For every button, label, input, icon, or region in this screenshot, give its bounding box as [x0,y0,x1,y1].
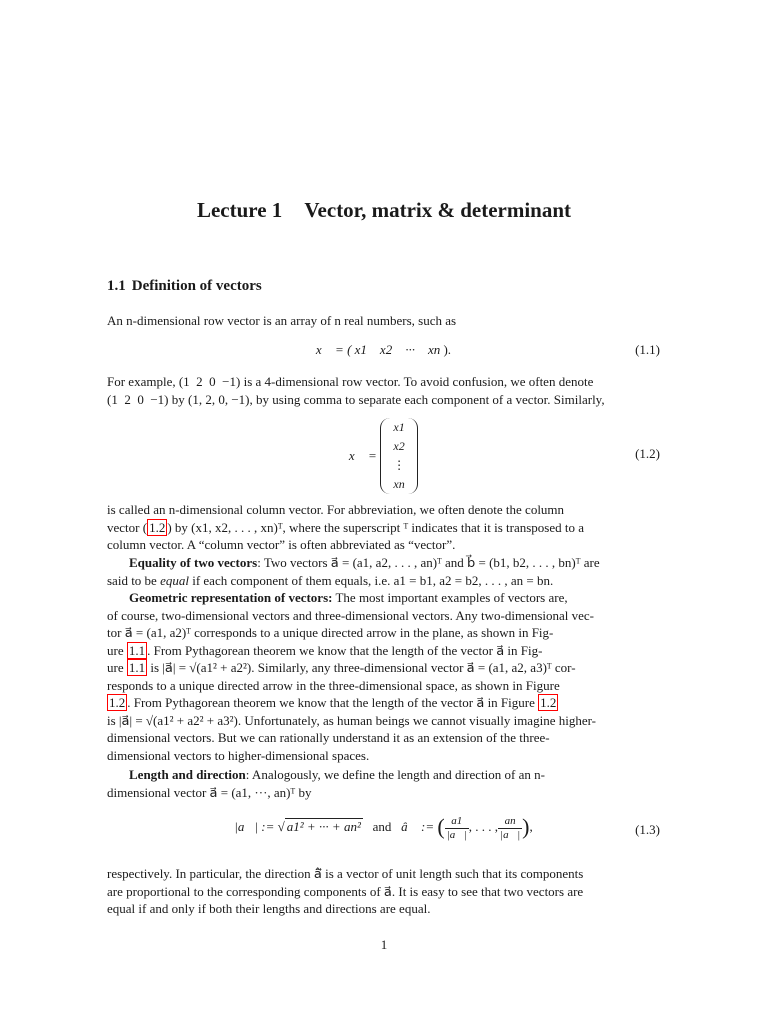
text-line: responds to a unique directed arrow in the three-dimensional space, as shown in Figure [107,677,560,693]
equation-lhs: |a⃗| := [234,819,278,834]
text-line: of course, two-dimensional vectors and three-dimensional vectors. Any two-dimensional vec- [107,607,595,623]
section-title: Definition of vectors [131,278,262,294]
text-line: respectively. In particular, the direction â⃗ is a vector of unit length such that its components [107,866,584,881]
equation-1-2 [107,418,660,490]
row-vector-entries: x1 x2 ··· xn [354,342,441,357]
paragraph-geometric [107,589,660,764]
text-fragment: by (x1, x2, . . . , xn)ᵀ, where the superscript ᵀ indicates that it is transposed to a [174,519,585,535]
text-line [107,589,660,607]
text-fragment: ure [107,660,124,675]
paragraph-equality [107,554,660,589]
text-line: vector ( 1.2 ) by (x1, x2, . . . , xn)ᵀ, where the superscript ᵀ indicates that it is transposed to a [107,519,585,535]
text-line: are proportional to the corresponding components of a⃗. It is easy to see that two vectors are [107,883,584,899]
text-fragment: ure [107,642,124,658]
equation-number: (1.2) [635,446,660,461]
text-fragment: if each component of them equals, i.e. a1 = b1, a2 = b2, . . . , an = bn. [192,572,554,588]
ellipsis: , . . . , [468,819,499,834]
comma: , [529,819,533,834]
text-line [107,572,660,590]
numerator: a1 [445,815,469,829]
text-line [107,659,660,677]
text-line: (1 2 0 −1) by (1, 2, 0, −1), by using comma to separate each component of a vector. Similarly, [107,391,605,407]
text-fragment: is |a⃗| = √(a1² + a2²). Similarly, any three-dimensional vector a⃗ = (a1, a2, a3)ᵀ cor- [150,660,576,675]
bold-term: Equality of two vectors [129,555,258,570]
section-number: 1.1 [107,278,126,294]
lecture-heading: Vector, matrix & determinant [304,198,572,222]
equation-lhs: x⃗ = ( [315,342,352,357]
equation-rhs: ). [443,342,452,357]
equation-number: (1.3) [635,822,660,837]
text-fragment: . From Pythagorean theorem we know that the length of the vector a⃗ in Figure [127,695,535,710]
emphasis: equal [160,572,189,588]
direction-symbol: â⃗ := [401,819,435,834]
equation-body [107,418,660,494]
paragraph-intro [107,312,660,330]
figure-link-1-2[interactable]: 1.2 [540,695,557,710]
text-fragment: The most important examples of vectors are, [335,590,568,605]
denominator: |a⃗| [446,828,467,841]
section-heading [107,278,262,295]
text-fragment: . From Pythagorean theorem we know that the length of the vector a⃗ in Fig- [147,642,543,658]
paragraph-respectively [107,865,660,918]
equation-body [107,342,660,358]
text-line: dimensional vector a⃗ = (a1, ···, an)ᵀ by [107,784,312,800]
text-line [107,554,660,572]
bold-term: Length and direction [129,767,246,782]
fraction [498,815,522,842]
sqrt-expression: a1² + ··· + an² [286,819,361,834]
numerator: an [498,815,522,829]
text-line: is |a⃗| = √(a1² + a2² + a3²). Unfortunately, as human beings we cannot visually imagine higher- [107,712,596,728]
figure-link-1-2[interactable]: 1.2 [109,695,126,710]
vector-entry: xn [393,477,405,491]
vector-entry: x2 [393,439,405,453]
text-fragment: said to be [107,572,157,588]
text-line: For example, (1 2 0 −1) is a 4-dimensional row vector. To avoid confusion, we often denote [107,374,594,389]
text-line: column vector. A “column vector” is often abbreviated as “vector”. [107,537,456,552]
column-vector [380,418,418,494]
lecture-label: Lecture 1 [196,198,283,222]
text-line: tor a⃗ = (a1, a2)ᵀ corresponds to a unique directed arrow in the plane, as shown in Fig- [107,625,554,640]
and-word: and [372,819,392,834]
text-line: equal if and only if both their lengths and directions are equal. [107,901,431,916]
text-line [107,694,660,712]
paragraph-text: An n-dimensional row vector is an array of n real numbers, such as [107,313,457,328]
vector-entry: x1 [393,420,405,434]
paragraph-length-direction [107,766,660,801]
vector-entry: ⋮ [393,458,406,472]
text-fragment: vector [107,519,140,535]
bold-term: Geometric representation of vectors: [129,590,333,605]
text-line: dimensional vectors. But we can rationally understand it as an extension of the three- [107,730,550,745]
equation-1-1 [107,342,660,360]
text-line: is called an n-dimensional column vector. For abbreviation, we often denote the column [107,502,565,517]
equation-lhs: x⃗ = [348,448,377,463]
figure-link-1-1[interactable]: 1.1 [128,660,146,675]
text-fragment: : Two vectors a⃗ = (a1, a2, . . . , an)ᵀ and b⃗ = (b1, b2, . . . , bn)ᵀ are [257,555,600,570]
equation-body: |a⃗| := √ a1² + ··· + an² and â⃗ := ( $\frac{a1}{|a⃗|}$ , . . . , $\frac{an}{|a⃗|}$ ), [234,814,533,841]
fraction [445,815,469,842]
text-line [107,766,660,784]
equation-link-1-2[interactable]: 1.2 [149,519,166,535]
text-fragment: : Analogously, we define the length and direction of an n- [245,767,545,782]
equation-1-3 [107,808,660,852]
lecture-title [0,198,768,223]
paragraph-column-vector [107,501,660,554]
equation-number: (1.1) [635,342,660,357]
denominator: |a⃗| [500,828,521,841]
text-line: dimensional vectors to higher-dimensional spaces. [107,747,370,763]
figure-link-1-1[interactable]: 1.1 [128,642,146,658]
text-line [107,642,660,660]
page-number: 1 [380,937,388,952]
paragraph-example [107,373,660,408]
